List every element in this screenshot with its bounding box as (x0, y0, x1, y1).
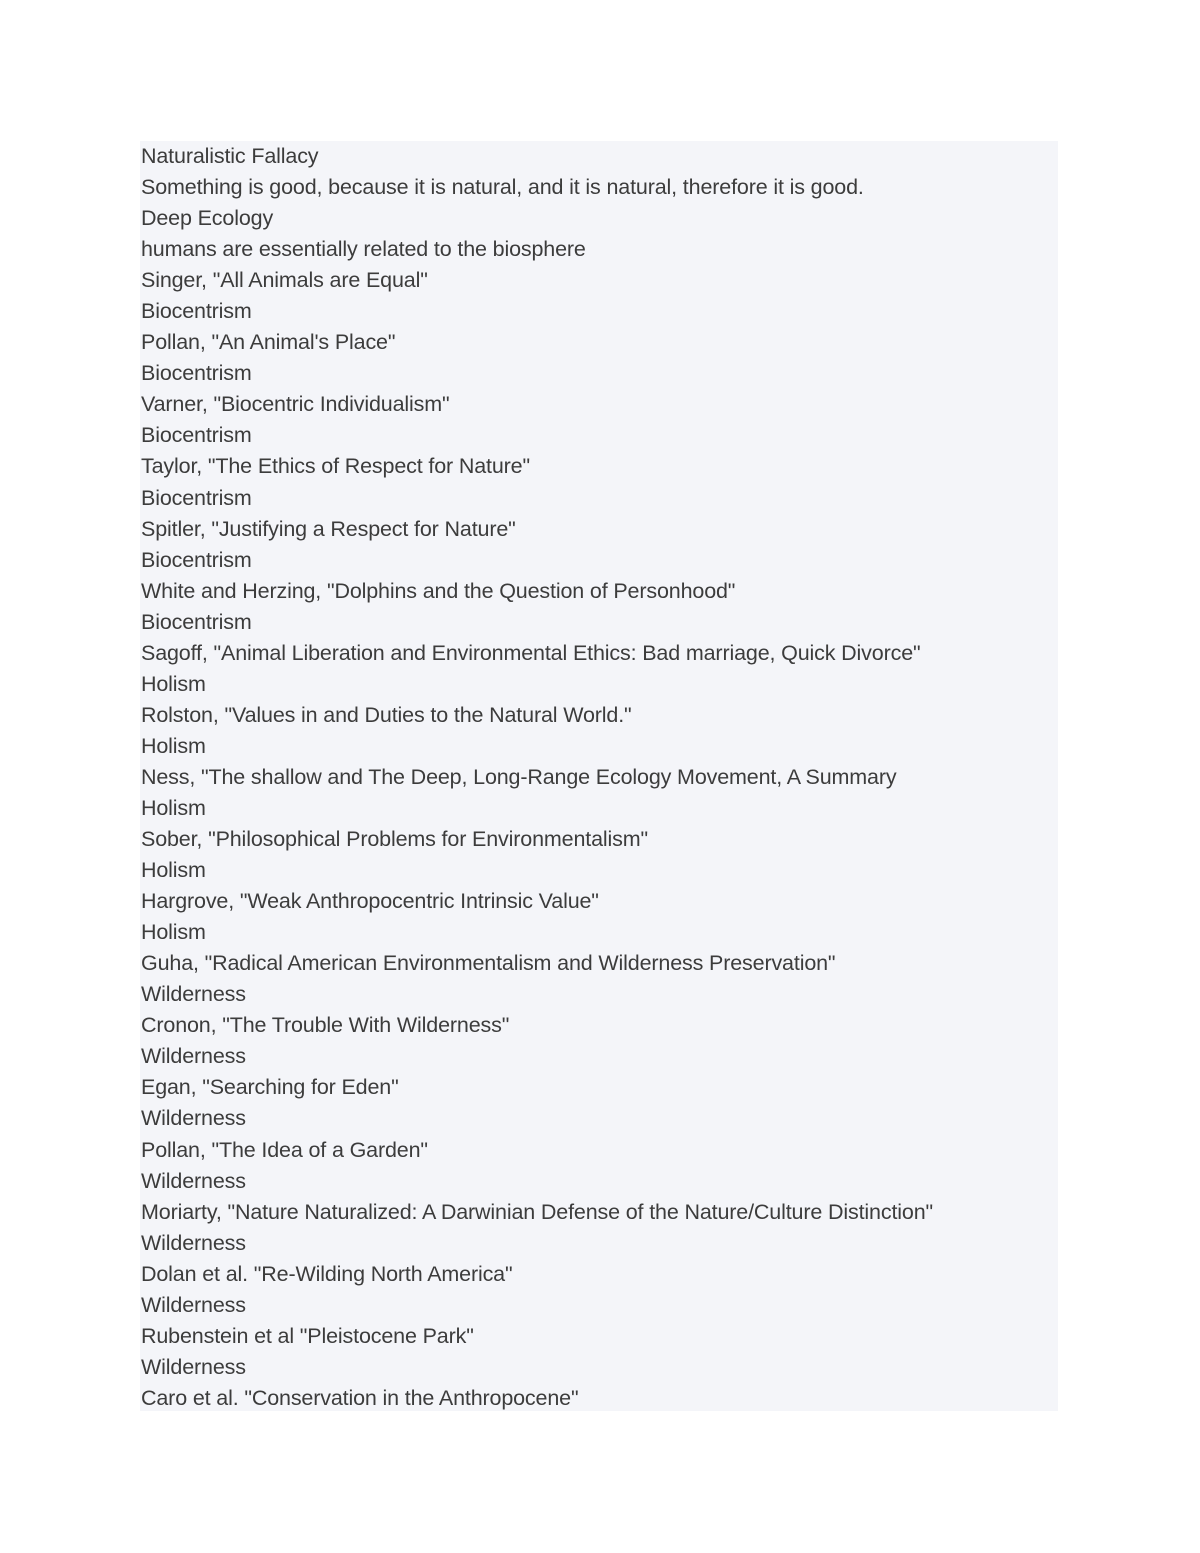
definition-line: Wilderness (141, 1354, 246, 1379)
definition-line: Biocentrism (141, 299, 252, 324)
definition-line: Wilderness (141, 1044, 246, 1069)
definition-line: Holism (141, 920, 206, 945)
term-line: Guha, "Radical American Environmentalism and Wilderness Preservation" (141, 951, 836, 976)
term-line: Ness, "The shallow and The Deep, Long-Range Ecology Movement, A Summary (141, 764, 897, 789)
definition-line: Wilderness (141, 1292, 246, 1317)
definition-line: Biocentrism (141, 609, 252, 634)
term-line: Varner, "Biocentric Individualism" (141, 392, 450, 417)
definition-line: Wilderness (141, 1168, 246, 1193)
definition-line: Holism (141, 858, 206, 883)
term-line: Deep Ecology (141, 206, 274, 231)
term-line: Moriarty, "Nature Naturalized: A Darwinian Defense of the Nature/Culture Distinction" (141, 1199, 933, 1224)
term-line: Pollan, "An Animal's Place" (141, 330, 396, 355)
term-line: Caro et al. "Conservation in the Anthropocene" (141, 1385, 579, 1410)
term-line: Naturalistic Fallacy (141, 144, 319, 168)
term-line: Taylor, "The Ethics of Respect for Nature" (141, 454, 530, 479)
definition-line: Holism (141, 733, 206, 758)
definition-line: Wilderness (141, 1106, 246, 1131)
definition-line: Biocentrism (141, 423, 252, 448)
definition-line: Holism (141, 671, 206, 696)
definition-line: Wilderness (141, 982, 246, 1007)
definition-line: Biocentrism (141, 361, 252, 386)
definition-line: Holism (141, 795, 206, 820)
term-line: Hargrove, "Weak Anthropocentric Intrinsic Value" (141, 889, 599, 914)
term-line: Sober, "Philosophical Problems for Environmentalism" (141, 827, 648, 852)
term-line: Egan, "Searching for Eden" (141, 1075, 399, 1100)
term-line: Rubenstein et al "Pleistocene Park" (141, 1323, 474, 1348)
definition-line: Something is good, because it is natural, and it is natural, therefore it is good. (141, 175, 864, 200)
term-line: Rolston, "Values in and Duties to the Natural World." (141, 702, 632, 727)
term-line: Pollan, "The Idea of a Garden" (141, 1137, 428, 1162)
flashcard-text-block (140, 141, 1058, 1411)
term-line: White and Herzing, "Dolphins and the Question of Personhood" (141, 578, 736, 603)
term-line: Dolan et al. "Re-Wilding North America" (141, 1261, 513, 1286)
term-line: Cronon, "The Trouble With Wilderness" (141, 1013, 510, 1038)
definition-line: humans are essentially related to the biosphere (141, 237, 586, 262)
definition-line: Biocentrism (141, 547, 252, 572)
definition-line: Biocentrism (141, 485, 252, 510)
definition-line: Wilderness (141, 1230, 246, 1255)
term-line: Sagoff, "Animal Liberation and Environmental Ethics: Bad marriage, Quick Divorce" (141, 640, 921, 665)
term-line: Spitler, "Justifying a Respect for Nature" (141, 516, 516, 541)
term-line: Singer, "All Animals are Equal" (141, 268, 428, 293)
